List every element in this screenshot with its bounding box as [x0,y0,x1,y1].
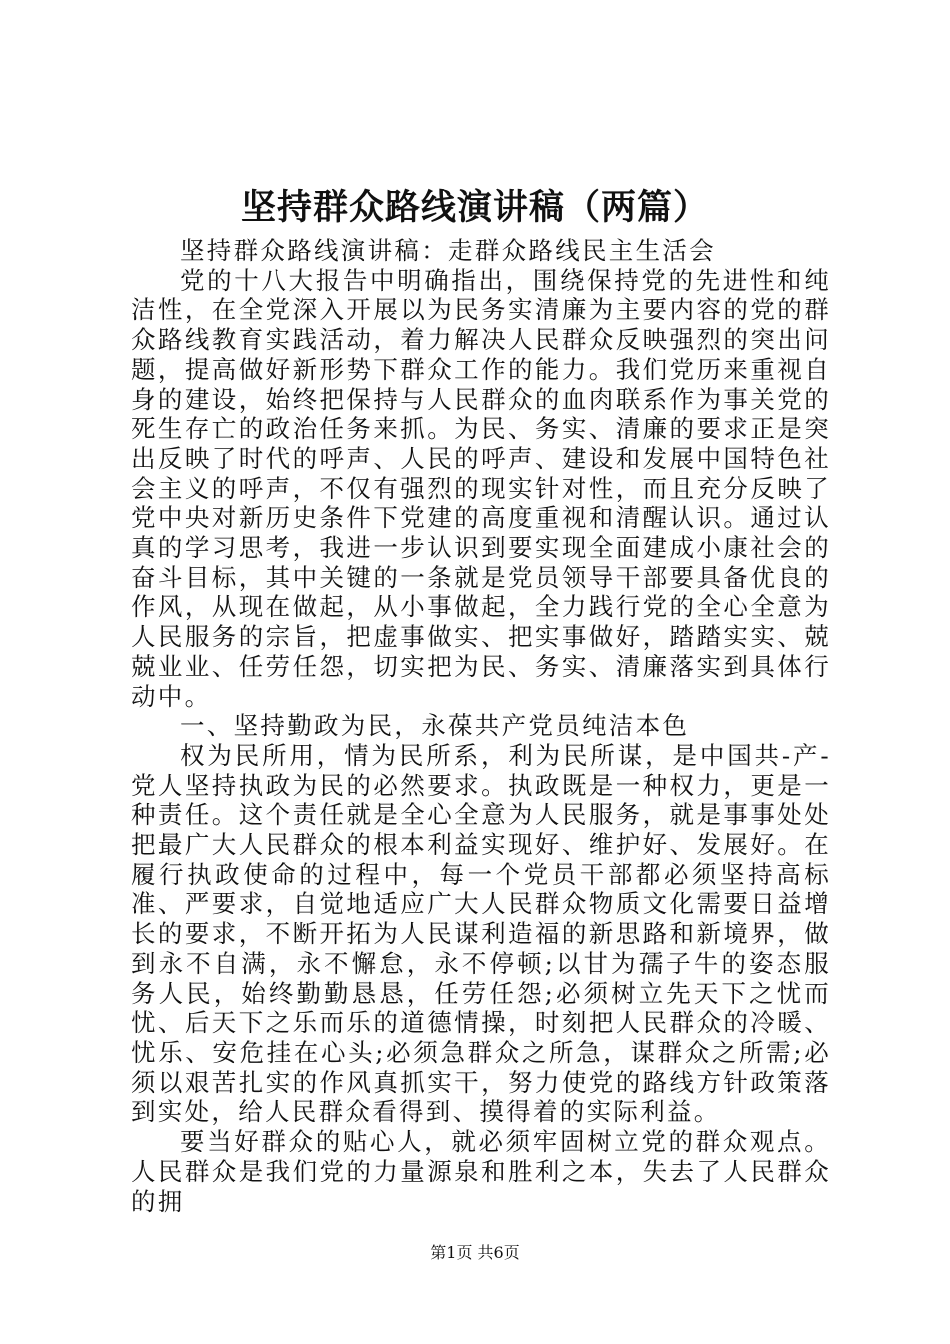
paragraph-continuation: 要当好群众的贴心人，就必须牢固树立党的群众观点。人民群众是我们党的力量源泉和胜利之本，失去了人民群众的拥 [131,1127,831,1216]
paragraph-subtitle: 坚持群众路线演讲稿：走群众路线民主生活会 [180,236,716,265]
page-footer: 第1页 共6页 [430,1243,520,1262]
paragraph-intro: 党的十八大报告中明确指出，围绕保持党的先进性和纯洁性，在全党深入开展以为民务实清廉为主要内容的党的群众路线教育实践活动，着力解决人民群众反映强烈的突出问题，提高做好新形势下群众工作的能力。我们党历来重视自身的建设，始终把保持与人民群众的血肉联系作为事关党的死生存亡的政治任务来抓。为民、务实、清廉的要求正是突出反映了时代的呼声、人民的呼声、建设和发展中国特色社会主义的呼声，不仅有强烈的现实针对性，而且充分反映了党中央对新历史条件下党建的高度重视和清醒认识。通过认真的学习思考，我进一步认识到要实现全面建成小康社会的奋斗目标，其中关键的一条就是党员领导干部要具备优良的作风，从现在做起，从小事做起，全力践行党的全心全意为人民服务的宗旨，把虚事做实、把实事做好，踏踏实实、兢兢业业、任劳任怨，切实把为民、务实、清廉落实到具体行动中。 [131,265,831,711]
document-title: 坚持群众路线演讲稿（两篇） [240,187,709,228]
paragraph-section-heading: 一、坚持勤政为民，永葆共产党员纯洁本色 [180,711,690,741]
document-body [131,236,831,1216]
paragraph-section-body: 权为民所用，情为民所系，利为民所谋，是中国共-产-党人坚持执政为民的必然要求。执政既是一种权力，更是一种责任。这个责任就是全心全意为人民服务，就是事事处处把最广大人民群众的根本利益实现好、维护好、发展好。在履行执政使命的过程中，每一个党员干部都必须坚持高标准、严要求，自觉地适应广大人民群众物质文化需要日益增长的要求，不断开拓为人民谋利造福的新思路和新境界，做到永不自满，永不懈怠，永不停顿;以甘为孺子牛的姿态服务人民，始终勤勤恳恳，任劳任怨;必须树立先天下之忧而忧、后天下之乐而乐的道德情操，时刻把人民群众的冷暖、忧乐、安危挂在心头;必须急群众之所急，谋群众之所需;必须以艰苦扎实的作风真抓实干，努力使党的路线方针政策落到实处，给人民群众看得到、摸得着的实际利益。 [131,740,831,1127]
